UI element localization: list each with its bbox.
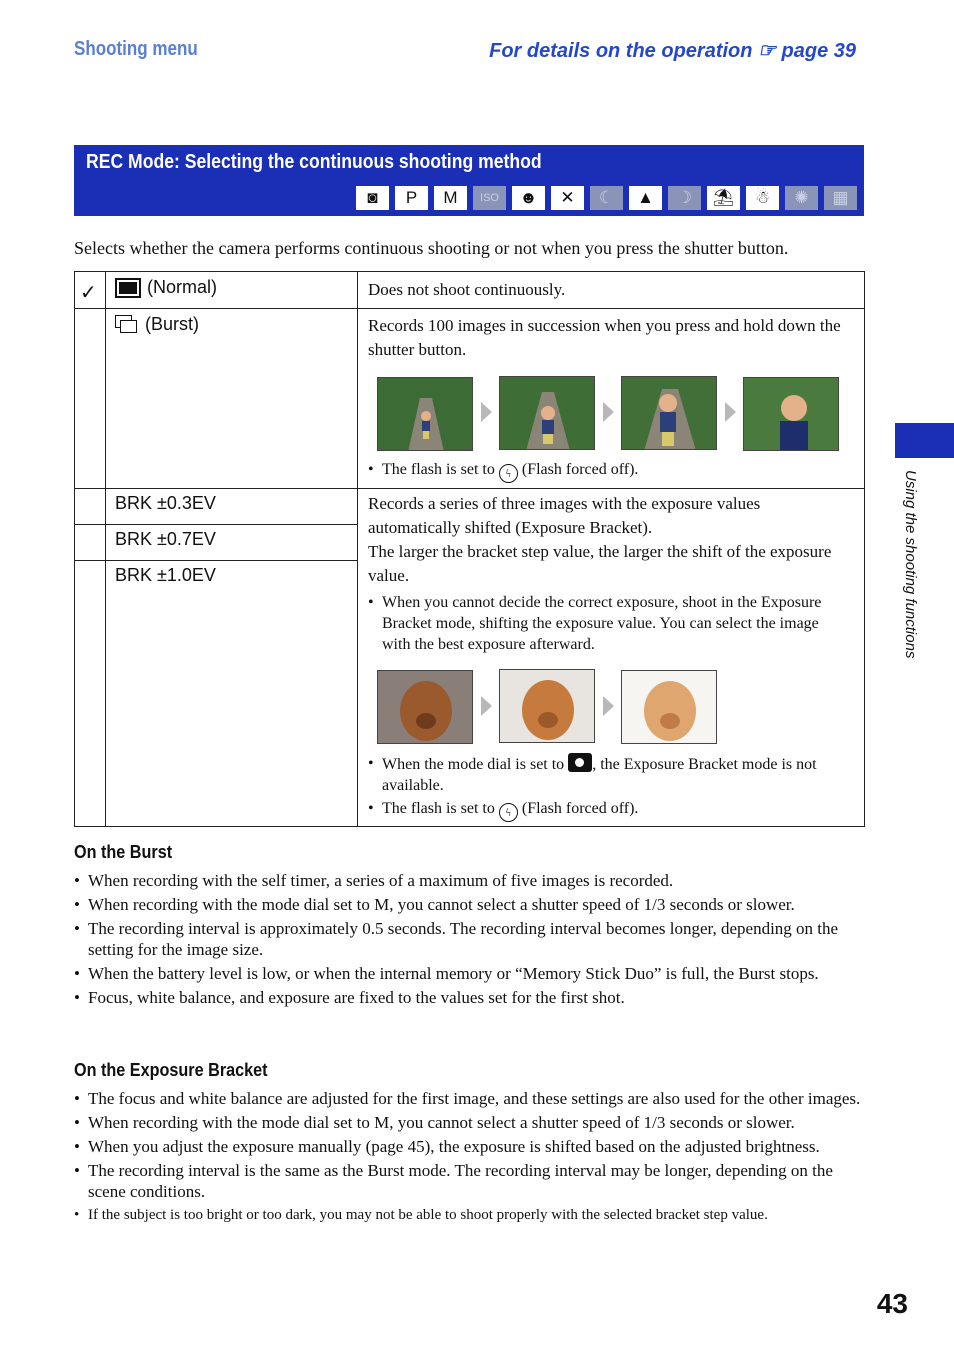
list-item: • Focus, white balance, and exposure are fixed to the values set for the first shot.	[74, 987, 866, 1008]
sequence-arrow	[603, 696, 614, 716]
bracket-photo-normal	[499, 669, 595, 743]
option-normal-label: (Normal)	[147, 277, 217, 297]
default-check-icon: ✓	[80, 282, 97, 304]
normal-mode-icon	[115, 278, 141, 298]
options-table	[74, 271, 865, 827]
snow-icon: ☃	[745, 185, 780, 211]
twilight-portrait-icon: ☾	[589, 185, 624, 211]
table-divider	[357, 272, 358, 826]
bracket-photo-dark	[377, 670, 473, 744]
sequence-arrow	[603, 402, 614, 422]
table-divider	[75, 308, 864, 309]
auto-camera-icon	[568, 753, 592, 772]
details-reference: For details on the operation ☞ page 39	[489, 40, 856, 62]
list-item: • When recording with the mode dial set to M, you cannot select a shutter speed of 1/3 seconds or slower.	[74, 894, 866, 915]
list-item: • When you adjust the exposure manually (page 45), the exposure is shifted based on the adjusted brightness.	[74, 1136, 866, 1157]
movie-icon: ▦	[823, 185, 858, 211]
heading-title: REC Mode: Selecting the continuous shooting method	[86, 151, 542, 173]
brk-desc-2: The larger the bracket step value, the larger the shift of the exposure value.	[368, 542, 832, 585]
bracket-notes-list	[74, 1088, 866, 1229]
bracket-notes-heading: On the Exposure Bracket	[74, 1060, 268, 1080]
high-sensitivity-iso-icon: ISO	[472, 185, 507, 211]
page-number: 43	[876, 1288, 908, 1319]
list-item: • The recording interval is approximately 0.5 seconds. The recording interval becomes longer, depending on the setting for the image size.	[74, 918, 866, 960]
option-burst-label: (Burst)	[145, 314, 199, 334]
list-item: • If the subject is too bright or too dark, you may not be able to shoot properly with the selected bracket step value.	[74, 1205, 866, 1226]
program-p-icon: P	[394, 185, 429, 211]
list-item: • When recording with the self timer, a series of a maximum of five images is recorded.	[74, 870, 866, 891]
section-title: Shooting menu	[74, 38, 198, 60]
table-divider	[75, 524, 357, 525]
sports-icon: ✕	[550, 185, 585, 211]
auto-camera-icon: ◙	[355, 185, 390, 211]
flash-off-icon: ϟ	[499, 803, 518, 822]
list-item: • The recording interval is the same as the Burst mode. The recording interval may be longer, depending on the scene conditions.	[74, 1160, 866, 1202]
burst-mode-icon	[115, 315, 139, 335]
flash-off-icon: ϟ	[499, 464, 518, 483]
burst-flash-note: • The flash is set to ϟ (Flash forced off).	[368, 459, 638, 483]
twilight-icon: ☽	[667, 185, 702, 211]
manual-m-icon: M	[433, 185, 468, 211]
table-divider	[75, 488, 864, 489]
sequence-arrow	[725, 402, 736, 422]
chapter-tab	[895, 423, 954, 458]
brk-note-2: • When the mode dial is set to , the Exposure Bracket mode is not available.	[368, 753, 858, 796]
burst-photo-3	[621, 376, 717, 450]
intro-text: Selects whether the camera performs continuous shooting or not when you press the shutter button.	[74, 238, 789, 258]
option-brk-10: BRK ±1.0EV	[115, 565, 216, 585]
list-item: • When the battery level is low, or when the internal memory or “Memory Stick Duo” is full, the Burst stops.	[74, 963, 866, 984]
burst-photo-2	[499, 376, 595, 450]
fireworks-icon: ✺	[784, 185, 819, 211]
table-divider	[105, 272, 106, 826]
burst-notes-list	[74, 870, 866, 1011]
sequence-arrow	[481, 696, 492, 716]
sequence-arrow	[481, 402, 492, 422]
brk-desc-1: Records a series of three images with the exposure values automatically shifted (Exposure Bracket).	[368, 494, 761, 537]
beach-icon: ⛱	[706, 185, 741, 211]
option-normal	[115, 277, 217, 298]
option-burst-desc: Records 100 images in succession when you press and hold down the shutter button.	[368, 316, 841, 359]
heading-banner	[74, 145, 864, 216]
chapter-label: Using the shooting functions	[902, 470, 919, 659]
option-brk-03: BRK ±0.3EV	[115, 493, 216, 513]
burst-photo-1	[377, 377, 473, 451]
option-burst	[115, 314, 199, 335]
brk-flash-note: • The flash is set to ϟ (Flash forced off).	[368, 798, 638, 822]
option-normal-desc: Does not shoot continuously.	[368, 280, 566, 299]
landscape-icon: ▲	[628, 185, 663, 211]
brk-note-1: • When you cannot decide the correct exposure, shoot in the Exposure Bracket mode, shifting the exposure value. You can select the image with the best exposure afterward.	[368, 592, 848, 655]
table-divider	[75, 560, 357, 561]
list-item: • The focus and white balance are adjusted for the first image, and these settings are also used for the other images.	[74, 1088, 866, 1109]
mode-icon-strip	[355, 185, 858, 211]
option-brk-07: BRK ±0.7EV	[115, 529, 216, 549]
burst-notes-heading: On the Burst	[74, 842, 173, 862]
bracket-photo-bright	[621, 670, 717, 744]
list-item: • When recording with the mode dial set to M, you cannot select a shutter speed of 1/3 seconds or slower.	[74, 1112, 866, 1133]
burst-photo-4	[743, 377, 839, 451]
portrait-icon: ☻	[511, 185, 546, 211]
